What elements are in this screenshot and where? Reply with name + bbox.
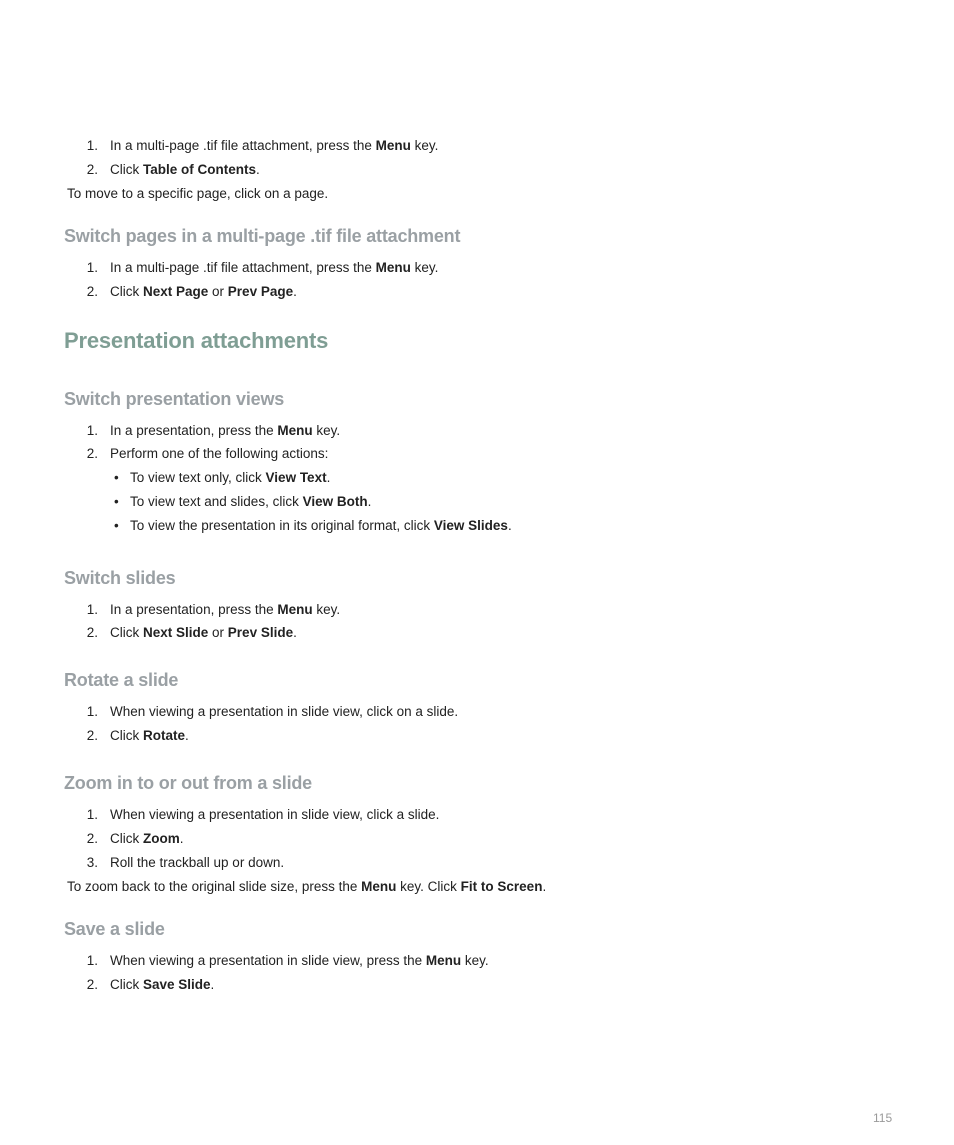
bullet-text: To view text and slides, click View Both. [130,494,372,509]
note-text: To move to a specific page, click on a page. [67,186,329,201]
section-heading: Zoom in to or out from a slide [64,773,312,793]
section-heading: Switch pages in a multi-page .tif file attachment [64,226,461,246]
chapter-heading: Presentation attachments [64,328,329,353]
step-text: Click Rotate. [110,728,189,743]
step-number: 2. [86,446,98,461]
step-number: 1. [86,953,98,968]
step-number: 2. [86,162,98,177]
step-text: Perform one of the following actions: [110,446,329,461]
step-text: Click Next Page or Prev Page. [110,284,297,299]
step-number: 1. [86,704,98,719]
step-text: Click Zoom. [110,831,184,846]
section-heading: Save a slide [64,919,165,939]
bullet-symbol: • [114,470,119,485]
step-number: 1. [86,138,98,153]
step-number: 1. [86,602,98,617]
step-text: In a multi-page .tif file attachment, press the Menu key. [110,138,439,153]
step-number: 2. [86,625,98,640]
section-heading: Switch presentation views [64,389,285,409]
step-text: Click Next Slide or Prev Slide. [110,625,297,640]
step-number: 1. [86,260,98,275]
step-text: In a multi-page .tif file attachment, press the Menu key. [110,260,439,275]
step-number: 2. [86,284,98,299]
step-text: Click Save Slide. [110,977,215,992]
section-heading: Rotate a slide [64,670,179,690]
step-number: 2. [86,831,98,846]
step-text: When viewing a presentation in slide view, click on a slide. [110,704,459,719]
page-number: 115 [873,1111,893,1125]
step-number: 2. [86,728,98,743]
step-number: 2. [86,977,98,992]
step-number: 1. [86,423,98,438]
bullet-symbol: • [114,518,119,533]
bullet-text: To view text only, click View Text. [130,470,331,485]
section-heading: Switch slides [64,568,176,588]
bullet-symbol: • [114,494,119,509]
step-number: 3. [86,855,98,870]
step-text: Click Table of Contents. [110,162,260,177]
step-text: When viewing a presentation in slide view, click a slide. [110,807,440,822]
bullet-text: To view the presentation in its original format, click View Slides. [130,518,512,533]
step-text: Roll the trackball up or down. [110,855,285,870]
note-text: To zoom back to the original slide size, press the Menu key. Click Fit to Screen. [67,879,547,894]
step-number: 1. [86,807,98,822]
step-text: When viewing a presentation in slide view, press the Menu key. [110,953,489,968]
step-text: In a presentation, press the Menu key. [110,602,341,617]
step-text: In a presentation, press the Menu key. [110,423,341,438]
